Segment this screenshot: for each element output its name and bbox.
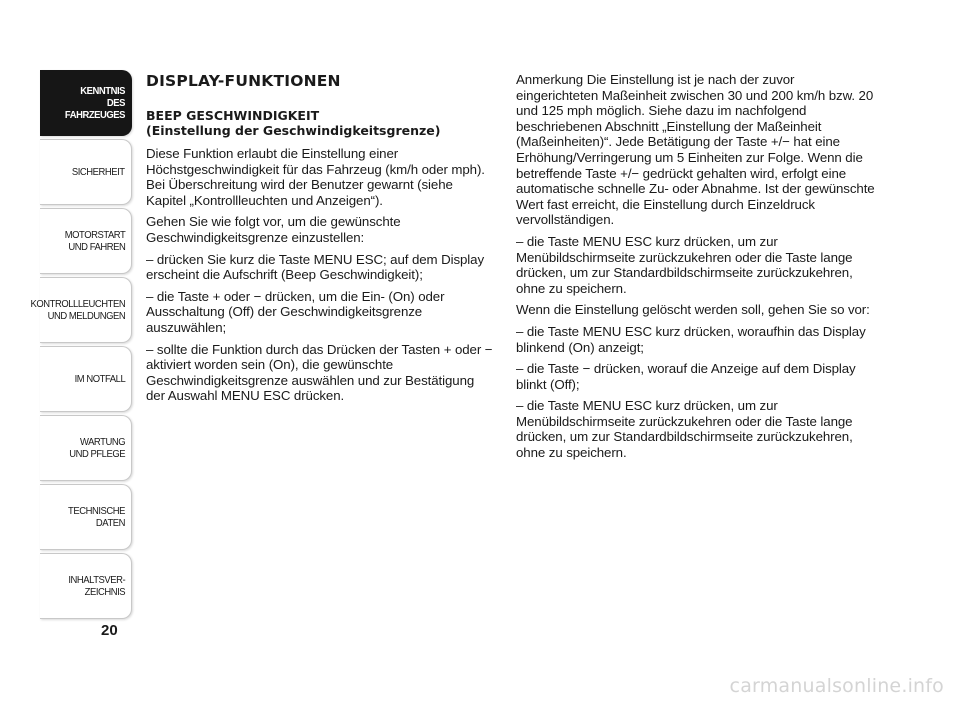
tab-wartung-und-pflege[interactable] xyxy=(40,415,132,481)
body-paragraph: Wenn die Einstellung gelöscht werden soll, gehen Sie so vor: xyxy=(516,302,870,318)
left-column xyxy=(146,72,496,410)
list-item: – die Taste MENU ESC kurz drücken, um zur Menübildschirmseite zurückzukehren oder die Taste lange drücken, um zur Standardbildschirmseite zurückzukehren, ohne zu speichern. xyxy=(516,398,853,461)
page-title: DISPLAY-FUNKTIONEN xyxy=(146,72,341,90)
tab-label: WARTUNG UND PFLEGE xyxy=(69,436,125,460)
section-heading xyxy=(146,108,496,138)
list-item: – die Taste + oder − drücken, um die Ein- (On) oder Ausschaltung (Off) der Geschwindigkeitsgrenze auszuwählen; xyxy=(146,288,445,335)
note-paragraph: Anmerkung Die Einstellung ist je nach der zuvor eingerichteten Maßeinheit zwischen 30 und 200 km/h bzw. 20 und 125 mph möglich. Siehe dazu im nachfolgend beschriebenen Abschnitt „Einstellung der Maßeinheit (Maßeinheiten)“. Jede Betätigung der Taste +/− hat eine Erhöhung/Verringerung um 5 Einheiten zur Folge. Wenn die betreffende Taste +/− gedrückt gehalten wird, erfolgt eine automatische schnelle Zu- oder Abnahme. Ist der gewünschte Wert fast erreicht, die Einstellung durch Einzeldruck vervollständigen. xyxy=(516,72,875,228)
body-paragraph: Diese Funktion erlaubt die Einstellung einer Höchstgeschwindigkeit für das Fahrzeug (km/h oder mph). Bei Überschreitung wird der Benutzer gewarnt (siehe Kapitel „Kontrollleuchten und Anzeigen“). xyxy=(146,146,485,208)
section-subtitle: (Einstellung der Geschwindigkeitsgrenze) xyxy=(146,123,441,138)
list-item: – drücken Sie kurz die Taste MENU ESC; auf dem Display erscheint die Aufschrift (Beep Geschwindigkeit); xyxy=(146,251,485,283)
tab-im-notfall[interactable] xyxy=(40,346,132,412)
body-paragraph: Gehen Sie wie folgt vor, um die gewünschte Geschwindigkeitsgrenze einzustellen: xyxy=(146,214,401,245)
tab-kenntnis-des-fahrzeuges[interactable] xyxy=(40,70,132,136)
right-column xyxy=(516,72,876,467)
tab-label: SICHERHEIT xyxy=(72,166,125,178)
list-item: – die Taste − drücken, worauf die Anzeige auf dem Display blinkt (Off); xyxy=(516,361,856,392)
tab-motorstart-und-fahren[interactable] xyxy=(40,208,132,274)
watermark: carmanualsonline.info xyxy=(729,675,944,697)
list-item: – die Taste MENU ESC kurz drücken, woraufhin das Display blinkend (On) anzeigt; xyxy=(516,323,866,355)
tab-label: KENNTNIS DES FAHRZEUGES xyxy=(64,85,125,121)
tab-label: KONTROLLLEUCHTEN UND MELDUNGEN xyxy=(30,298,125,322)
page-number: 20 xyxy=(101,622,118,639)
section-title: BEEP GESCHWINDIGKEIT xyxy=(146,108,320,123)
tab-label: INHALTSVER- ZEICHNIS xyxy=(68,574,125,598)
list-item: – die Taste MENU ESC kurz drücken, um zur Menübildschirmseite zurückzukehren oder die Taste lange drücken, um zur Standardbildschirmseite zurückzukehren, ohne zu speichern. xyxy=(516,233,853,296)
tab-sicherheit[interactable] xyxy=(40,139,132,205)
tab-technische-daten[interactable] xyxy=(40,484,132,550)
list-item: – sollte die Funktion durch das Drücken der Tasten + oder − aktiviert worden sein (On), die gewünschte Geschwindigkeitsgrenze auswählen und zur Bestätigung der Auswahl MENU ESC drücken. xyxy=(146,341,493,404)
tab-label: MOTORSTART UND FAHREN xyxy=(64,229,125,253)
tab-label: TECHNISCHE DATEN xyxy=(68,505,125,529)
tab-kontrollleuchten-und-meldungen[interactable] xyxy=(30,277,132,343)
tab-label: IM NOTFALL xyxy=(74,373,125,385)
tab-inhaltsverzeichnis[interactable] xyxy=(40,553,132,619)
